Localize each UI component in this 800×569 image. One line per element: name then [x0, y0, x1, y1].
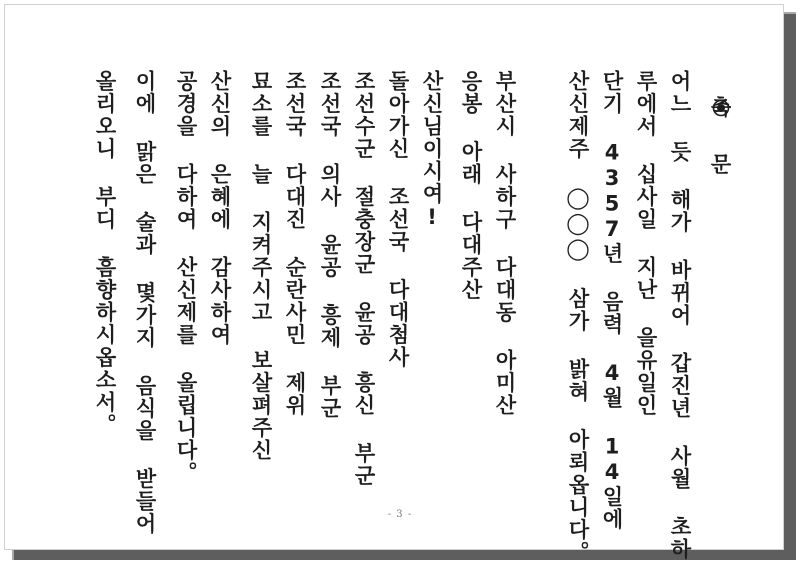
text-column-12: 묘소를 늘 지켜주시고 보살펴주신 [249, 70, 273, 462]
text-column-2: 루에서 십사일 지난 을유일인 [634, 70, 658, 417]
text-column-10: 조선국 의사 윤공 흥제 부군 [318, 70, 342, 420]
text-column-7: 산신님이시여! [420, 70, 444, 231]
text-column-14: 공경을 다하여 산신제를 올립니다。 [174, 70, 198, 484]
text-column-16: 올리오니 부디 흠향하시옵소서。 [93, 70, 117, 436]
text-column-8: 돌아가신 조선국 다대첨사 [386, 70, 410, 369]
text-column-3: 단기 4357년 음력 4월 14일에 [600, 70, 624, 531]
text-column-6: 응봉 아래 다대주산 [459, 70, 483, 301]
document-title: 축 문 [708, 96, 732, 180]
text-column-11: 조선국 다대진 순란사민 제위 [283, 70, 307, 417]
text-column-15: 이에 맑은 술과 몇가지 음식을 받들어 [133, 70, 157, 535]
text-column-9: 조선수군 절충장군 윤공 흥신 부군 [352, 70, 376, 487]
page-number: - 3 - [387, 509, 413, 520]
text-column-4: 산신제주 ◯◯◯ 삼가 밝혀 아뢰옵니다。 [566, 70, 590, 564]
text-column-1: 어느 듯 해가 바뀌어 갑진년 사월 초하 [668, 70, 692, 561]
text-column-13: 산신의 은혜에 감사하여 [208, 70, 232, 346]
text-column-5: 부산시 사하구 다대동 아미산 [493, 70, 517, 417]
